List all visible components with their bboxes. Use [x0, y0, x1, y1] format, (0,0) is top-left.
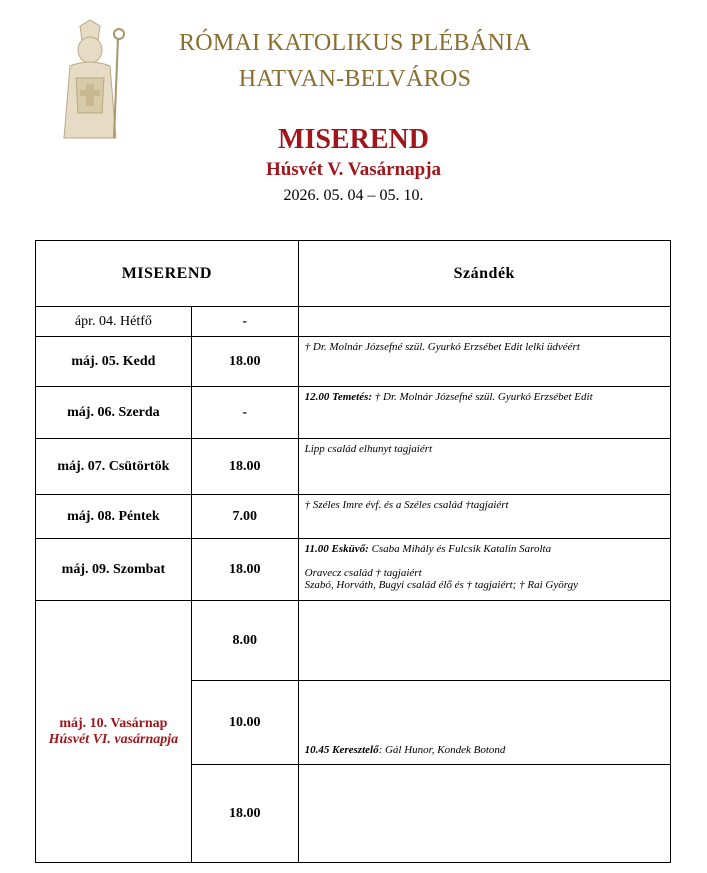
table-row — [36, 307, 671, 337]
day-cell: máj. 05. Kedd — [36, 337, 192, 387]
time-cell: 18.00 — [191, 337, 298, 387]
day-cell: máj. 09. Szombat — [36, 539, 192, 601]
table-row — [36, 539, 671, 601]
header-schedule: MISEREND — [36, 241, 299, 307]
intention-cell — [298, 387, 670, 439]
intention-text: † Széles Imre évf. és a Széles család †tagjaiért — [304, 499, 509, 511]
table-header-row — [36, 241, 671, 307]
page-title: MISEREND — [278, 124, 429, 155]
intention-text: Szabó, Horváth, Bugyi család élő és † tagjaiért; † Rai György — [304, 579, 578, 591]
intention-text: : Gál Hunor, Kondek Botond — [378, 744, 506, 756]
intention-cell — [298, 681, 670, 765]
table-row — [36, 495, 671, 539]
day-cell: máj. 08. Péntek — [36, 495, 192, 539]
sunday-day-cell — [36, 601, 192, 863]
time-cell: 10.00 — [191, 681, 298, 765]
header-intention: Szándék — [298, 241, 670, 307]
time-cell: - — [191, 387, 298, 439]
sunday-day: máj. 10. Vasárnap — [59, 715, 168, 731]
time-cell: 7.00 — [191, 495, 298, 539]
day-cell: ápr. 04. Hétfő — [36, 307, 192, 337]
intention-cell — [298, 601, 670, 681]
intention-cell — [298, 765, 670, 863]
table-row — [36, 439, 671, 495]
intention-text: Oravecz család † tagjaiért — [304, 567, 422, 579]
time-cell: 18.00 — [191, 765, 298, 863]
day-cell: máj. 07. Csütörtök — [36, 439, 192, 495]
date-range: 2026. 05. 04 – 05. 10. — [283, 187, 424, 204]
intention-label: 10.45 Keresztelő — [304, 744, 379, 756]
intention-label: 12.00 Temetés: — [304, 391, 373, 403]
intention-text: † Dr. Molnár Józsefné szül. Gyurkó Erzsébet Edit lelki üdvéért — [304, 341, 580, 353]
time-cell: 18.00 — [191, 439, 298, 495]
intention-cell — [298, 439, 670, 495]
time-cell: 8.00 — [191, 601, 298, 681]
time-cell: - — [191, 307, 298, 337]
parish-name-line1: RÓMAI KATOLIKUS PLÉBÁNIA — [178, 30, 532, 56]
intention-cell — [298, 307, 670, 337]
table-row — [36, 601, 671, 681]
mass-schedule-table — [35, 240, 671, 863]
table-row — [36, 337, 671, 387]
intention-text: † Dr. Molnár Józsefné szül. Gyurkó Erzsébet Edit — [372, 391, 593, 403]
sunday-feast: Húsvét VI. vasárnapja — [48, 731, 179, 747]
intention-cell — [298, 539, 670, 601]
intention-label: 11.00 Esküvő: — [304, 543, 369, 555]
time-cell: 18.00 — [191, 539, 298, 601]
intention-cell — [298, 495, 670, 539]
intention-text: Lipp család elhunyt tagjaiért — [304, 443, 433, 455]
intention-cell — [298, 337, 670, 387]
intention-text: Csaba Mihály és Fulcsik Katalin Sarolta — [368, 543, 552, 555]
page-subtitle: Húsvét V. Vasárnapja — [265, 159, 442, 180]
day-cell: máj. 06. Szerda — [36, 387, 192, 439]
parish-name-line2: HATVAN-BELVÁROS — [238, 66, 472, 92]
table-row — [36, 387, 671, 439]
